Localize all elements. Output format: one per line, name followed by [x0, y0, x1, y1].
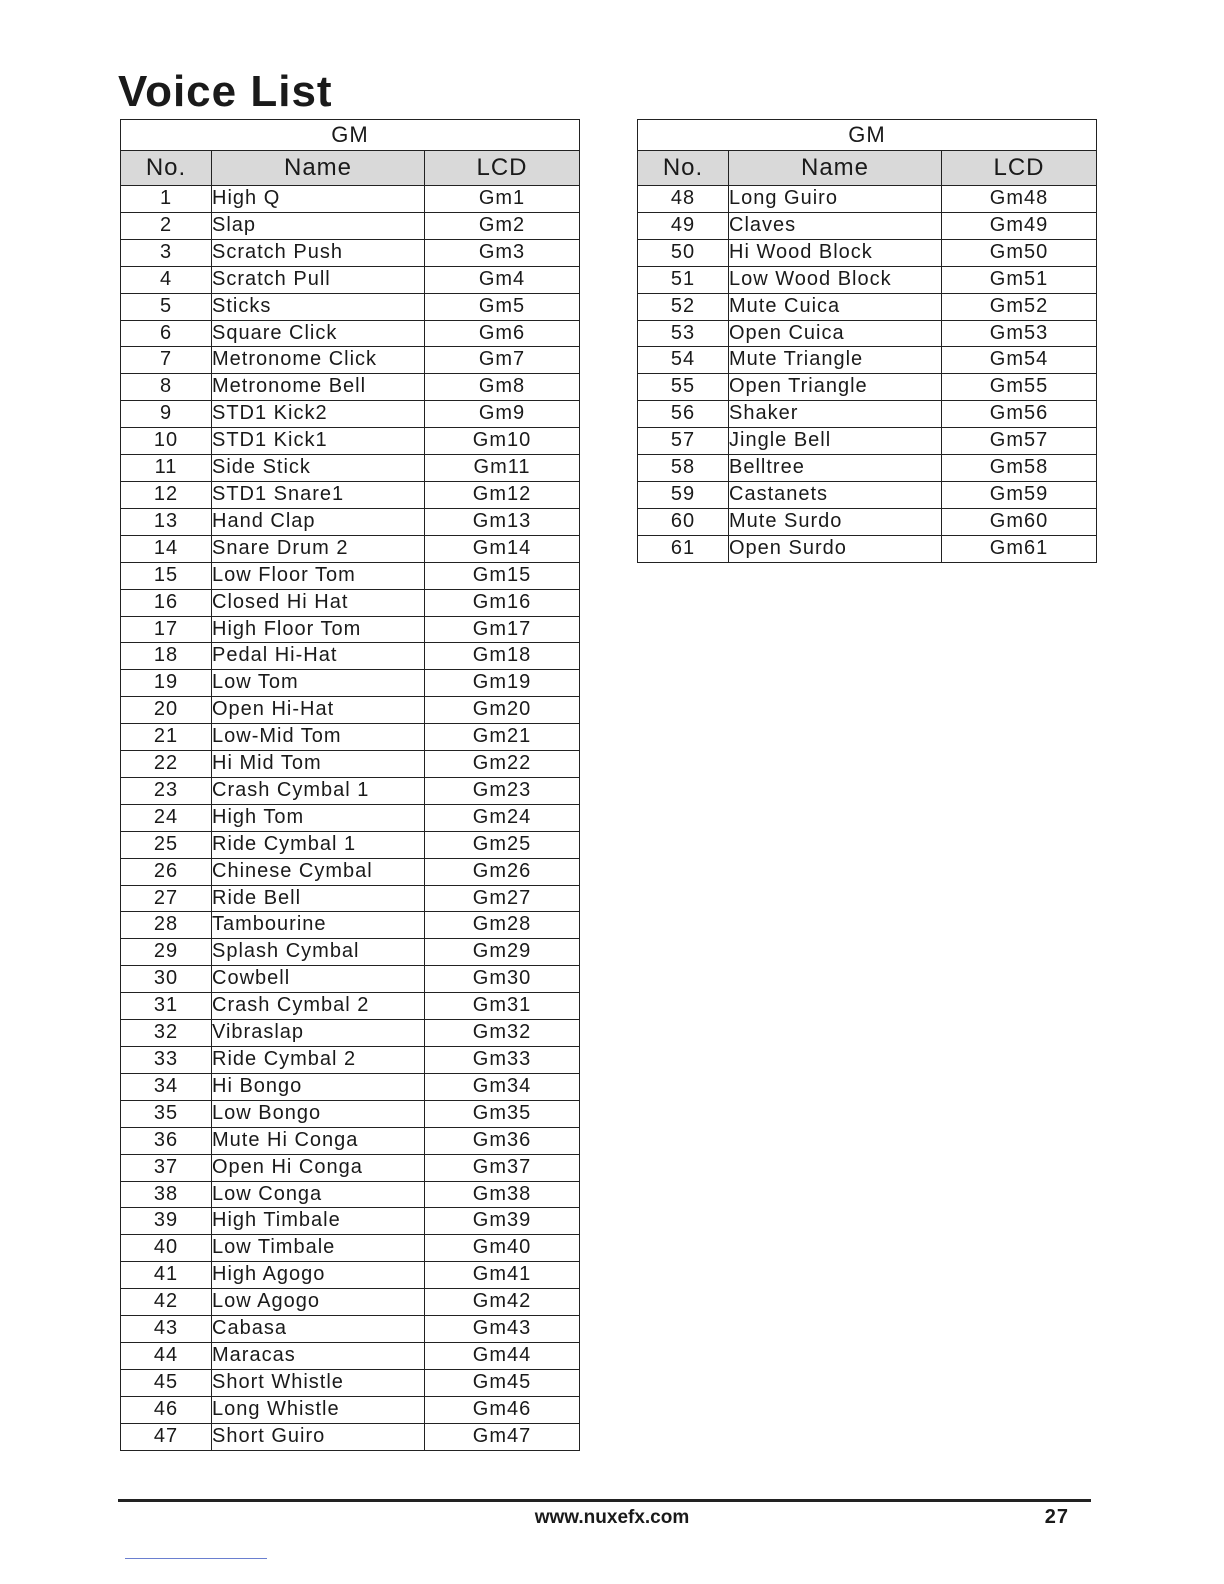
cell-name: Chinese Cymbal [212, 858, 425, 885]
cell-lcd: Gm19 [425, 670, 580, 697]
table-group-header: GM [638, 120, 1097, 151]
cell-lcd: Gm23 [425, 777, 580, 804]
cell-no: 11 [121, 455, 212, 482]
cell-no: 12 [121, 481, 212, 508]
cell-name: Crash Cymbal 1 [212, 777, 425, 804]
table-row [121, 751, 580, 778]
cell-name: Low-Mid Tom [212, 724, 425, 751]
cell-name: Tambourine [212, 912, 425, 939]
cell-name: Open Hi Conga [212, 1154, 425, 1181]
cell-no: 55 [638, 374, 729, 401]
cell-no: 45 [121, 1369, 212, 1396]
cell-lcd: Gm10 [425, 428, 580, 455]
cell-name: Snare Drum 2 [212, 535, 425, 562]
cell-lcd: Gm16 [425, 589, 580, 616]
cell-lcd: Gm46 [425, 1396, 580, 1423]
table-row [121, 777, 580, 804]
table-row [638, 293, 1097, 320]
cell-no: 6 [121, 320, 212, 347]
cell-no: 29 [121, 939, 212, 966]
table-row [121, 1127, 580, 1154]
table-row [121, 455, 580, 482]
cell-no: 39 [121, 1208, 212, 1235]
cell-lcd: Gm13 [425, 508, 580, 535]
cell-lcd: Gm35 [425, 1100, 580, 1127]
cell-no: 4 [121, 266, 212, 293]
cell-no: 19 [121, 670, 212, 697]
cell-name: Open Hi-Hat [212, 697, 425, 724]
table-body [121, 186, 580, 1451]
table-row [638, 428, 1097, 455]
table-row [638, 212, 1097, 239]
cell-no: 1 [121, 186, 212, 213]
cell-name: Cowbell [212, 966, 425, 993]
cell-lcd: Gm36 [425, 1127, 580, 1154]
table-row [121, 1073, 580, 1100]
cell-no: 26 [121, 858, 212, 885]
table-row [638, 374, 1097, 401]
cell-lcd: Gm18 [425, 643, 580, 670]
cell-lcd: Gm28 [425, 912, 580, 939]
column-header-no: No. [638, 151, 729, 186]
cell-name: High Tom [212, 804, 425, 831]
table-row [121, 293, 580, 320]
cell-name: Mute Surdo [729, 508, 942, 535]
cell-no: 43 [121, 1316, 212, 1343]
cell-name: Vibraslap [212, 1020, 425, 1047]
cell-no: 13 [121, 508, 212, 535]
table-row [121, 831, 580, 858]
cell-no: 36 [121, 1127, 212, 1154]
table-row [638, 266, 1097, 293]
cell-no: 58 [638, 455, 729, 482]
table-body [638, 186, 1097, 563]
cell-lcd: Gm53 [942, 320, 1097, 347]
cell-no: 7 [121, 347, 212, 374]
cell-lcd: Gm14 [425, 535, 580, 562]
cell-name: Low Timbale [212, 1235, 425, 1262]
cell-name: Ride Bell [212, 885, 425, 912]
table-row [638, 535, 1097, 562]
table-row [121, 885, 580, 912]
cell-no: 54 [638, 347, 729, 374]
table-row [121, 804, 580, 831]
cell-lcd: Gm4 [425, 266, 580, 293]
table-row [121, 212, 580, 239]
cell-lcd: Gm44 [425, 1342, 580, 1369]
cell-lcd: Gm3 [425, 239, 580, 266]
cell-name: Hi Wood Block [729, 239, 942, 266]
cell-name: Ride Cymbal 1 [212, 831, 425, 858]
cell-lcd: Gm8 [425, 374, 580, 401]
cell-name: Splash Cymbal [212, 939, 425, 966]
cell-no: 15 [121, 562, 212, 589]
table-column-header-row [121, 151, 580, 186]
cell-no: 40 [121, 1235, 212, 1262]
cell-lcd: Gm25 [425, 831, 580, 858]
table-row [121, 1369, 580, 1396]
table-row [121, 912, 580, 939]
cell-no: 50 [638, 239, 729, 266]
cell-name: Closed Hi Hat [212, 589, 425, 616]
cell-name: Mute Hi Conga [212, 1127, 425, 1154]
cell-name: Short Guiro [212, 1423, 425, 1450]
cell-no: 21 [121, 724, 212, 751]
cell-name: Scratch Pull [212, 266, 425, 293]
cell-no: 57 [638, 428, 729, 455]
cell-lcd: Gm7 [425, 347, 580, 374]
cell-no: 2 [121, 212, 212, 239]
cell-no: 52 [638, 293, 729, 320]
bottom-link-underline [125, 1558, 267, 1559]
column-header-name: Name [212, 151, 425, 186]
cell-lcd: Gm52 [942, 293, 1097, 320]
table-row [638, 455, 1097, 482]
cell-name: Long Whistle [212, 1396, 425, 1423]
table-row [121, 589, 580, 616]
cell-lcd: Gm55 [942, 374, 1097, 401]
cell-name: Maracas [212, 1342, 425, 1369]
cell-lcd: Gm58 [942, 455, 1097, 482]
cell-no: 30 [121, 966, 212, 993]
cell-no: 60 [638, 508, 729, 535]
cell-name: Claves [729, 212, 942, 239]
table-row [121, 1208, 580, 1235]
cell-lcd: Gm17 [425, 616, 580, 643]
cell-lcd: Gm31 [425, 993, 580, 1020]
cell-lcd: Gm26 [425, 858, 580, 885]
cell-no: 18 [121, 643, 212, 670]
cell-name: Jingle Bell [729, 428, 942, 455]
cell-lcd: Gm54 [942, 347, 1097, 374]
cell-no: 59 [638, 481, 729, 508]
cell-lcd: Gm47 [425, 1423, 580, 1450]
voice-table-left [120, 119, 580, 1451]
cell-name: Open Surdo [729, 535, 942, 562]
cell-name: Crash Cymbal 2 [212, 993, 425, 1020]
cell-no: 37 [121, 1154, 212, 1181]
cell-no: 32 [121, 1020, 212, 1047]
table-row [121, 401, 580, 428]
table-row [121, 1100, 580, 1127]
table-row [638, 481, 1097, 508]
cell-name: STD1 Snare1 [212, 481, 425, 508]
table-row [121, 858, 580, 885]
table-row [121, 428, 580, 455]
cell-name: Shaker [729, 401, 942, 428]
cell-name: Low Floor Tom [212, 562, 425, 589]
cell-no: 53 [638, 320, 729, 347]
cell-lcd: Gm12 [425, 481, 580, 508]
voice-table-right [637, 119, 1097, 563]
cell-no: 20 [121, 697, 212, 724]
cell-name: Slap [212, 212, 425, 239]
cell-name: Mute Triangle [729, 347, 942, 374]
cell-lcd: Gm49 [942, 212, 1097, 239]
cell-no: 10 [121, 428, 212, 455]
cell-lcd: Gm2 [425, 212, 580, 239]
cell-no: 28 [121, 912, 212, 939]
cell-no: 14 [121, 535, 212, 562]
cell-no: 27 [121, 885, 212, 912]
cell-no: 16 [121, 589, 212, 616]
cell-lcd: Gm38 [425, 1181, 580, 1208]
cell-name: Hi Mid Tom [212, 751, 425, 778]
table-row [121, 939, 580, 966]
cell-no: 23 [121, 777, 212, 804]
cell-name: STD1 Kick1 [212, 428, 425, 455]
cell-no: 25 [121, 831, 212, 858]
cell-name: Mute Cuica [729, 293, 942, 320]
cell-lcd: Gm5 [425, 293, 580, 320]
cell-lcd: Gm27 [425, 885, 580, 912]
cell-lcd: Gm45 [425, 1369, 580, 1396]
table-row [638, 239, 1097, 266]
table-row [121, 966, 580, 993]
cell-lcd: Gm15 [425, 562, 580, 589]
cell-name: Low Tom [212, 670, 425, 697]
table-group-header: GM [121, 120, 580, 151]
cell-no: 3 [121, 239, 212, 266]
table-row [638, 320, 1097, 347]
table-row [121, 1342, 580, 1369]
table-row [121, 481, 580, 508]
cell-lcd: Gm39 [425, 1208, 580, 1235]
cell-name: Side Stick [212, 455, 425, 482]
table-row [121, 1235, 580, 1262]
cell-no: 56 [638, 401, 729, 428]
cell-no: 48 [638, 186, 729, 213]
cell-no: 49 [638, 212, 729, 239]
cell-name: High Floor Tom [212, 616, 425, 643]
table-row [121, 1047, 580, 1074]
cell-lcd: Gm33 [425, 1047, 580, 1074]
cell-no: 17 [121, 616, 212, 643]
cell-lcd: Gm51 [942, 266, 1097, 293]
cell-lcd: Gm56 [942, 401, 1097, 428]
table-row [638, 401, 1097, 428]
cell-no: 33 [121, 1047, 212, 1074]
cell-name: Belltree [729, 455, 942, 482]
cell-name: Hand Clap [212, 508, 425, 535]
cell-name: Metronome Click [212, 347, 425, 374]
cell-name: Castanets [729, 481, 942, 508]
cell-no: 9 [121, 401, 212, 428]
table-row [121, 535, 580, 562]
cell-lcd: Gm22 [425, 751, 580, 778]
cell-name: High Timbale [212, 1208, 425, 1235]
cell-lcd: Gm9 [425, 401, 580, 428]
cell-lcd: Gm57 [942, 428, 1097, 455]
table-row [121, 266, 580, 293]
cell-name: Low Conga [212, 1181, 425, 1208]
page-number: 27 [1044, 1506, 1069, 1528]
cell-no: 42 [121, 1289, 212, 1316]
cell-name: Cabasa [212, 1316, 425, 1343]
table-row [121, 724, 580, 751]
cell-lcd: Gm41 [425, 1262, 580, 1289]
cell-lcd: Gm40 [425, 1235, 580, 1262]
cell-lcd: Gm21 [425, 724, 580, 751]
cell-no: 35 [121, 1100, 212, 1127]
cell-no: 47 [121, 1423, 212, 1450]
cell-lcd: Gm48 [942, 186, 1097, 213]
cell-lcd: Gm34 [425, 1073, 580, 1100]
cell-no: 5 [121, 293, 212, 320]
cell-name: Low Agogo [212, 1289, 425, 1316]
cell-lcd: Gm30 [425, 966, 580, 993]
footer-divider [118, 1499, 1091, 1502]
cell-no: 34 [121, 1073, 212, 1100]
table-row [121, 1289, 580, 1316]
table-group-header-row [121, 120, 580, 151]
table-column-header-row [638, 151, 1097, 186]
cell-name: Long Guiro [729, 186, 942, 213]
cell-lcd: Gm32 [425, 1020, 580, 1047]
cell-no: 51 [638, 266, 729, 293]
cell-name: Pedal Hi-Hat [212, 643, 425, 670]
cell-name: Ride Cymbal 2 [212, 1047, 425, 1074]
cell-name: Low Bongo [212, 1100, 425, 1127]
table-row [638, 347, 1097, 374]
column-header-lcd: LCD [942, 151, 1097, 186]
table-row [121, 1262, 580, 1289]
cell-name: Sticks [212, 293, 425, 320]
cell-name: Open Triangle [729, 374, 942, 401]
table-group-header-row [638, 120, 1097, 151]
cell-name: Hi Bongo [212, 1073, 425, 1100]
table-row [121, 374, 580, 401]
table-row [121, 347, 580, 374]
cell-no: 61 [638, 535, 729, 562]
table-row [121, 993, 580, 1020]
table-row [121, 239, 580, 266]
cell-name: STD1 Kick2 [212, 401, 425, 428]
table-row [121, 616, 580, 643]
table-row [121, 1396, 580, 1423]
column-header-no: No. [121, 151, 212, 186]
table-row [121, 1020, 580, 1047]
cell-no: 46 [121, 1396, 212, 1423]
table-row [121, 562, 580, 589]
cell-lcd: Gm6 [425, 320, 580, 347]
cell-lcd: Gm37 [425, 1154, 580, 1181]
cell-lcd: Gm24 [425, 804, 580, 831]
page-title: Voice List [118, 67, 333, 116]
cell-lcd: Gm42 [425, 1289, 580, 1316]
table-row [638, 186, 1097, 213]
cell-lcd: Gm60 [942, 508, 1097, 535]
cell-lcd: Gm50 [942, 239, 1097, 266]
cell-name: Scratch Push [212, 239, 425, 266]
cell-name: High Q [212, 186, 425, 213]
cell-lcd: Gm11 [425, 455, 580, 482]
table-row [121, 508, 580, 535]
cell-name: Short Whistle [212, 1369, 425, 1396]
table-row [121, 1316, 580, 1343]
table-row [121, 1181, 580, 1208]
cell-name: Low Wood Block [729, 266, 942, 293]
cell-no: 22 [121, 751, 212, 778]
cell-lcd: Gm20 [425, 697, 580, 724]
cell-name: Metronome Bell [212, 374, 425, 401]
cell-no: 38 [121, 1181, 212, 1208]
cell-no: 44 [121, 1342, 212, 1369]
table-row [121, 670, 580, 697]
cell-name: High Agogo [212, 1262, 425, 1289]
column-header-lcd: LCD [425, 151, 580, 186]
column-header-name: Name [729, 151, 942, 186]
cell-no: 41 [121, 1262, 212, 1289]
cell-no: 8 [121, 374, 212, 401]
cell-lcd: Gm43 [425, 1316, 580, 1343]
cell-lcd: Gm29 [425, 939, 580, 966]
cell-lcd: Gm1 [425, 186, 580, 213]
footer-url: www.nuxefx.com [534, 1507, 690, 1528]
table-row [121, 1154, 580, 1181]
table-row [121, 643, 580, 670]
cell-no: 31 [121, 993, 212, 1020]
table-row [121, 320, 580, 347]
table-row [121, 186, 580, 213]
cell-no: 24 [121, 804, 212, 831]
table-row [121, 697, 580, 724]
cell-lcd: Gm59 [942, 481, 1097, 508]
table-row [638, 508, 1097, 535]
table-row [121, 1423, 580, 1450]
cell-lcd: Gm61 [942, 535, 1097, 562]
cell-name: Square Click [212, 320, 425, 347]
cell-name: Open Cuica [729, 320, 942, 347]
